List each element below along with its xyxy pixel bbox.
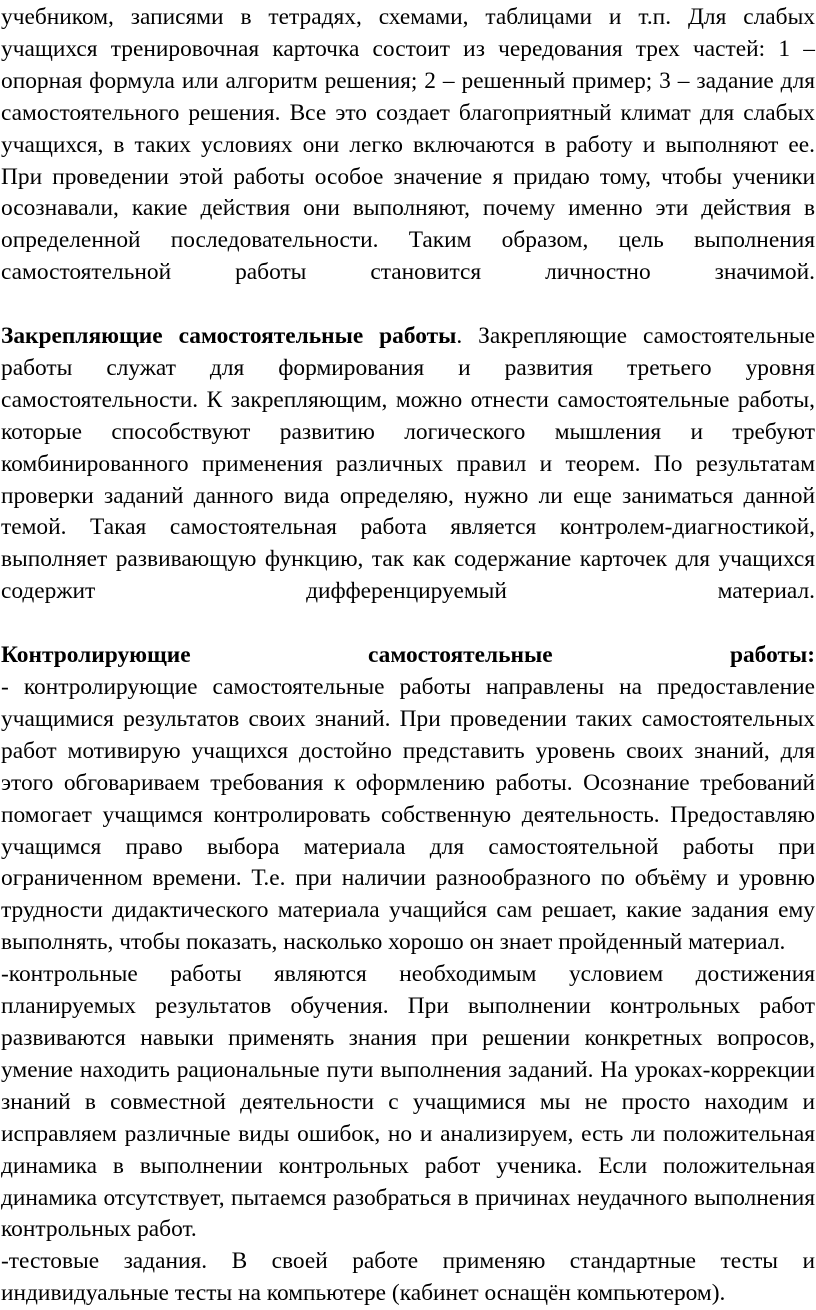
paragraph-consolidating-works — [1, 321, 815, 608]
heading-controlling-works — [1, 640, 815, 672]
heading-consolidating-works: Закрепляющие самостоятельные работы — [1, 323, 457, 350]
paragraph-gap — [1, 608, 815, 640]
paragraph-controlling-item-3: -тестовые задания. В своей работе применяю стандартные тесты и индивидуальные тесты на компьютере (кабинет оснащён компьютером). — [1, 1248, 815, 1307]
heading-controlling-works-text: Контролирующие самостоятельные работы: — [1, 642, 815, 669]
consolidating-works-text: . Закрепляющие самостоятельные работы служат для формирования и развития третьего уровня самостоятельности. К закрепляющим, можно отнести самостоятельные работы, которые способствуют развитию логического мышления и требуют комбинированного применения различных правил и теорем. По результатам проверки заданий данного вида определяю, нужно ли еще заниматься данной темой. Такая самостоятельная работа является контролем-диагностикой, выполняет развивающую функцию, так как содержание карточек для учащихся содержит дифференцируемый материал. — [1, 323, 815, 605]
paragraph-gap — [1, 289, 815, 321]
paragraph-controlling-item-1: - контролирующие самостоятельные работы направлены на предоставление учащимися результатов своих знаний. При проведении таких самостоятельных работ мотивирую учащихся достойно представить уровень своих знаний, для этого обговариваем требования к оформлению работы. Осознание требований помогает учащимся контролировать собственную деятельность. Предоставляю учащимся право выбора материала для самостоятельной работы при ограниченном времени. Т.е. при наличии разнообразного по объёму и уровню трудности дидактического материала учащийся сам решает, какие задания ему выполнять, чтобы показать, насколько хорошо он знает пройденный материал. — [1, 674, 815, 956]
paragraph-training-cards: учебником, записями в тетрадях, схемами, таблицами и т.п. Для слабых учащихся тренировочная карточка состоит из чередования трех частей: 1 – опорная формула или алгоритм решения; 2 – решенный пример; 3 – задание для самостоятельного решения. Все это создает благоприятный климат для слабых учащихся, в таких условиях они легко включаются в работу и выполняют ее. При проведении этой работы особое значение я придаю тому, чтобы ученики осознавали, какие действия они выполняют, почему именно эти действия в определенной последовательности. Таким образом, цель выполнения самостоятельной работы становится личностно значимой. — [1, 4, 815, 286]
paragraph-controlling-item-2: -контрольные работы являются необходимым условием достижения планируемых результатов обучения. При выполнении контрольных работ развиваются навыки применять знания при решении конкретных вопросов, умение находить рациональные пути выполнения заданий. На уроках-коррекции знаний в совместной деятельности с учащимися мы не просто находим и исправляем различные виды ошибок, но и анализируем, есть ли положительная динамика в выполнении контрольных работ ученика. Если положительная динамика отсутствует, пытаемся разобраться в причинах неудачного выполнения контрольных работ. — [1, 961, 815, 1243]
